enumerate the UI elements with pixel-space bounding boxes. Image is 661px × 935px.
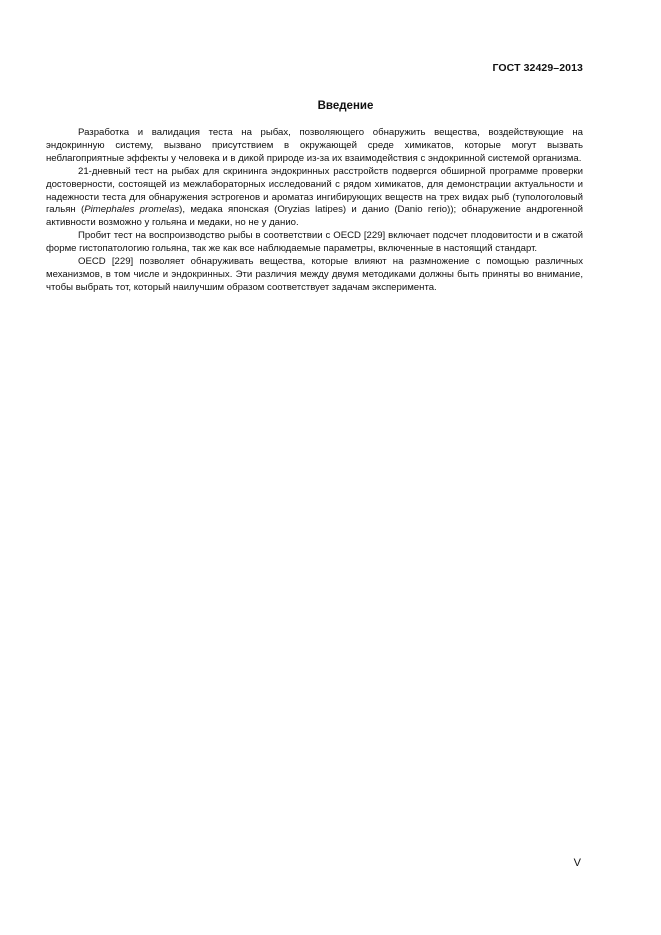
page-number: V (573, 857, 581, 869)
document-body (46, 127, 583, 295)
section-title: Введение (317, 100, 374, 112)
paragraph-2-text-3: ) и данио ( (342, 204, 398, 216)
paragraph-2-text-1: 21-дневный тест на рыбах для скрининга эндокринных расстройств подвергся обширной программе проверки достоверности, состоящей из межлабораторных исследований с рядом химикатов, для демонстрации актуальности и надежности теста для обнаружения эстрогенов и ароматаз ингибирующих веществ на трех видах рыб (тупологоловый гальян ( (46, 165, 583, 216)
paragraph-3: Пробит тест на воспроизводство рыбы в соответствии с OECD [229] включает подсчет плодовитости и в сжатой форме гистопатологию гольяна, так же как все наблюдаемые параметры, включенные в настоящий стандарт. (46, 230, 583, 255)
paragraph-2-text-2: ), медака японская ( (179, 204, 278, 216)
paragraph-2-text-4: )); обнаружение андрогенной активности возможно у гольяна и медаки, но не у данио. (46, 204, 583, 229)
species-name-pimephales: Pimephales promelas (84, 204, 180, 216)
paragraph-2 (46, 166, 583, 231)
paragraph-1: Разработка и валидация теста на рыбах, позволяющего обнаружить вещества, воздействующие на эндокринную систему, вызвано присутствием в окружающей среде химикатов, которые могут вызвать неблагоприятные эффекты у человека и в дикой природе из-за их взаимодействия с эндокринной системой организма. (46, 127, 583, 164)
species-name-oryzias: Oryzias latipes (277, 204, 343, 216)
standard-code-header: ГОСТ 32429–2013 (492, 62, 583, 74)
species-name-danio: Danio rerio (397, 204, 448, 216)
paragraph-4: OECD [229] позволяет обнаруживать вещества, которые влияют на размножение с помощью различных механизмов, в том числе и эндокринных. Эти различия между двумя методиками должны быть приняты во внимание, чтобы выбрать тот, который наилучшим образом соответствует задачам эксперимента. (46, 256, 583, 293)
